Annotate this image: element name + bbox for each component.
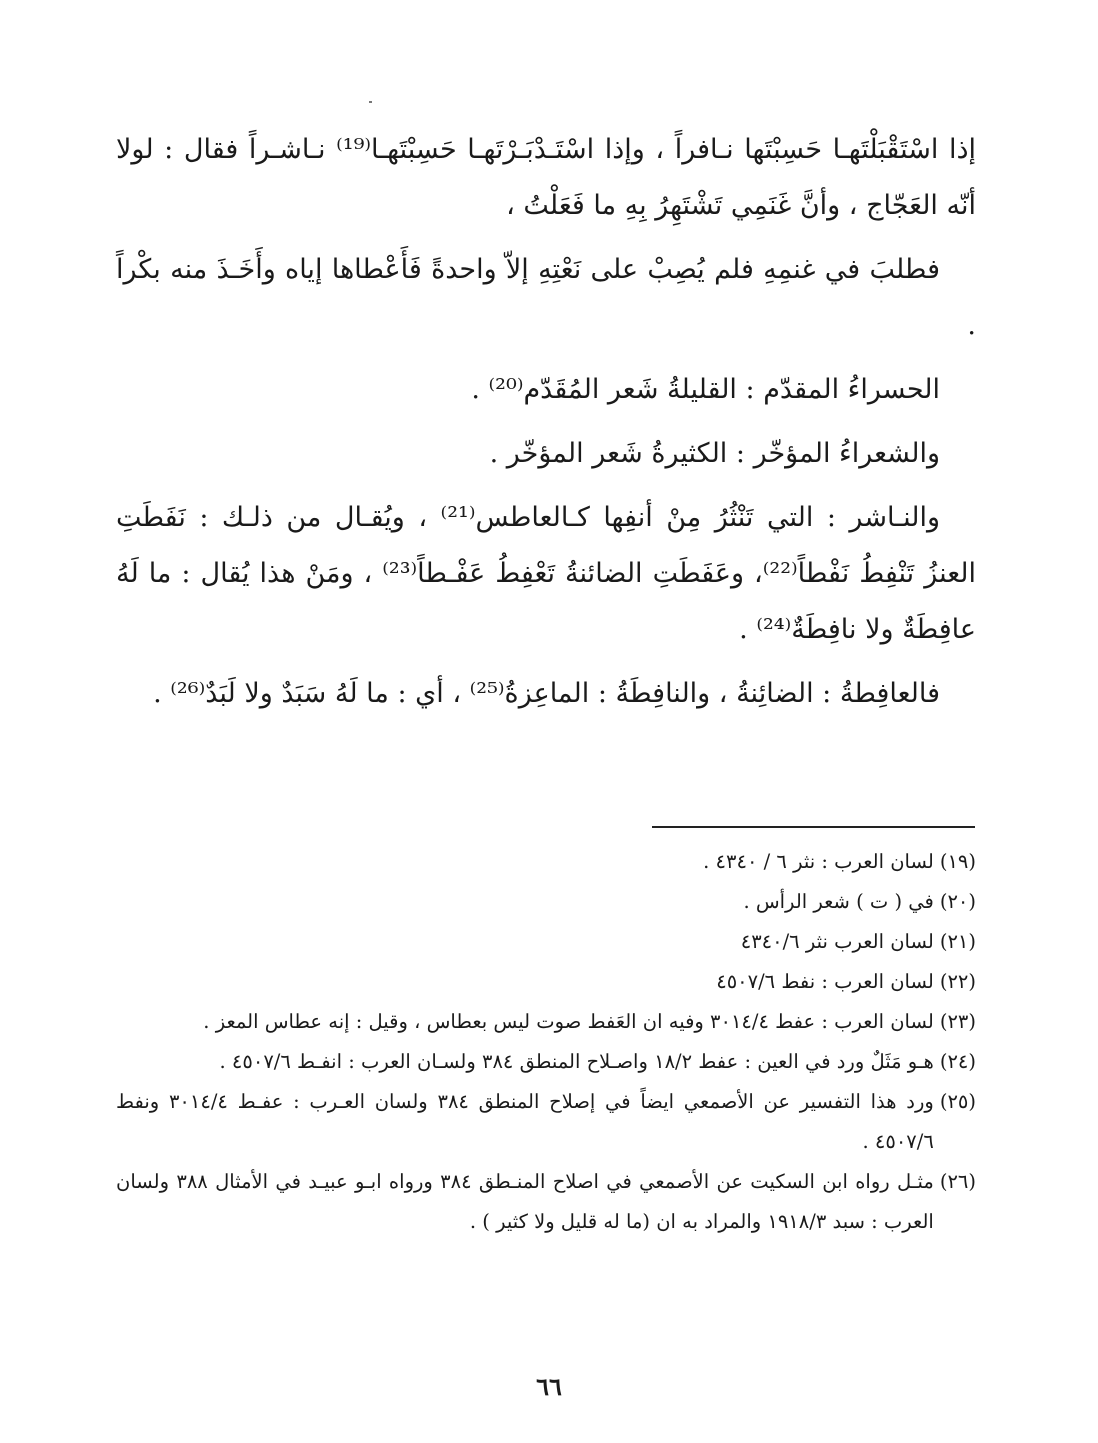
paragraph-4: فالعافِطةُ : الضائِنةُ ، والنافِطَةُ : الماعِزةُ⁽²⁵⁾ ، أي : ما لَهُ سَبَدٌ ولا لَبَدٌ⁽²⁶⁾ . (153, 678, 940, 709)
footnote-number: (٢٦) (939, 1170, 976, 1193)
page-number: ٦٦ (536, 1372, 562, 1401)
footnote-20 (116, 882, 976, 922)
footnote-text: لسان العرب : عفط ٣٠١٤/٤ وفيه ان العَفط صوت ليس بعطاس ، وقيل : إنه عطاس المعز . (203, 1010, 934, 1033)
footnote-number: (٢٤) (939, 1050, 976, 1073)
definition-hasra: الحسراءُ المقدّم : القليلةُ شَعر المُقَدّم⁽²⁰⁾ . (471, 374, 940, 405)
footnote-text: ورد هذا التفسير عن الأصمعي ايضاً في إصلاح المنطق ٣٨٤ ولسان العـرب : عفـط ٣٠١٤/٤ ونفط ٤٥٠٧/٦ . (116, 1090, 934, 1153)
footnote-text: هـو مَثَلٌ ورد في العين : عفط ١٨/٢ واصـلاح المنطق ٣٨٤ ولسـان العرب : انفـط ٤٥٠٧/٦ . (219, 1050, 934, 1073)
footnote-number: (١٩) (939, 850, 976, 873)
footnote-23 (116, 1002, 976, 1042)
paragraph-3: والنـاشر : التي تَنْثُرُ مِنْ أنفِها كـالعاطس⁽²¹⁾ ، ويُقـال من ذلـك : نَفَطَتِ العنزُ تَنْفِطُ نَفْطاً⁽²²⁾، وعَفَطَتِ الضائنةُ تَعْفِطُ عَفْـطاً⁽²³⁾ ، ومَنْ هذا يُقال : ما لَهُ عافِطَةٌ ولا نافِطَةٌ⁽²⁴⁾ . (116, 502, 976, 645)
footnote-number: (٢٣) (939, 1010, 976, 1033)
footnote-19 (116, 842, 976, 882)
footnote-separator (652, 826, 975, 828)
definition-shaara: والشعراءُ المؤخّر : الكثيرةُ شَعر المؤخّر . (489, 438, 940, 469)
paragraph-2: فطلبَ في غنمِهِ فلم يُصِبْ على نَعْتِهِ إلاّ واحدةً فَأَعْطاها إياه وأَخَـذَ منه بكْراً . (116, 254, 976, 341)
footnote-text: لسان العرب نثر ٤٣٤٠/٦ (740, 930, 934, 953)
footnotes (116, 842, 976, 1242)
footnote-number: (٢٥) (939, 1090, 976, 1113)
paragraph-1: إذا اسْتَقْبَلْتَهـا حَسِبْتَها نـافراً ، وإذا اسْتَـدْبَـرْتَهـا حَسِبْتَهـا⁽¹⁹⁾ نـاشـراً فقال : لولا أنّه العَجّاج ، وأنَّ غَنَمِي تَشْتَهِرُ بِهِ ما فَعَلْتُ ، (116, 134, 977, 221)
footnote-number: (٢٢) (939, 970, 976, 993)
footnote-24 (116, 1042, 976, 1082)
footnote-25 (116, 1082, 976, 1162)
footnote-26 (116, 1162, 976, 1242)
scan-speck (369, 101, 372, 103)
footnote-22 (116, 962, 976, 1002)
footnote-number: (٢١) (939, 930, 976, 953)
footnote-text: مثـل رواه ابن السكيت عن الأصمعي في اصلاح المنـطق ٣٨٤ ورواه ابـو عبيـد في الأمثال ٣٨٨ ولسان العرب : سبد ١٩١٨/٣ والمراد به ان (ما له قليل ولا كثير ) . (116, 1170, 934, 1233)
footnote-text: لسان العرب : نثر ٦ / ٤٣٤٠ . (703, 850, 934, 873)
footnote-number: (٢٠) (939, 890, 976, 913)
footnote-text: في ( ت ) شعر الرأس . (743, 890, 934, 913)
footnote-21 (116, 922, 976, 962)
footnote-text: لسان العرب : نفط ٤٥٠٧/٦ (716, 970, 934, 993)
main-text (116, 122, 976, 730)
